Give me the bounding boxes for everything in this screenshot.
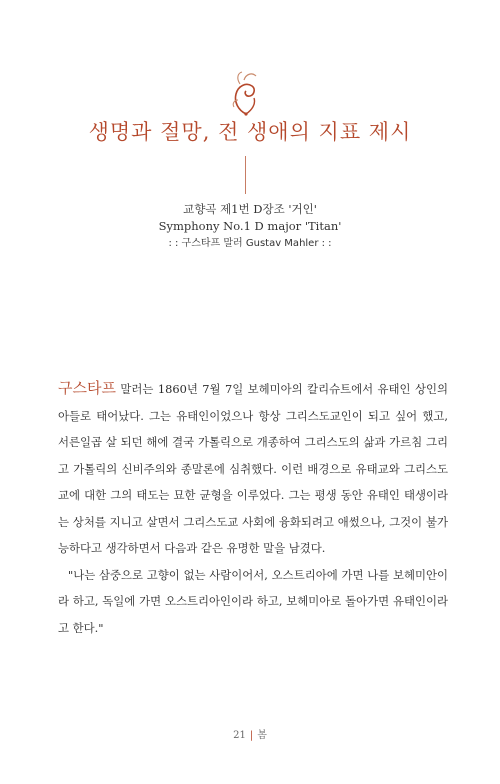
page-footer	[0, 726, 500, 741]
paragraph	[58, 375, 448, 562]
lead-word: 구스타프	[58, 379, 116, 397]
chapter-title: 생명과 절망, 전 생애의 지표 제시	[88, 120, 412, 144]
work-english-title: Symphony No.1 D major 'Titan'	[158, 219, 342, 233]
section-name: 봄	[257, 730, 267, 741]
horn-flourish-icon	[224, 70, 268, 118]
body-text	[58, 375, 448, 641]
quote-paragraph: "나는 삼중으로 고향이 없는 사람이어서, 오스트리아에 가면 나를 보헤미안이라 하고, 독일에 가면 오스트리아인이라 하고, 보헤미아로 돌아가면 유태인이라고 한다."	[58, 567, 448, 635]
composer-line: : : 구스타프 말러 Gustav Mahler : :	[168, 238, 332, 249]
work-korean-title: 교향곡 제1번 D장조 '거인'	[183, 202, 317, 216]
paragraph-text: 말러는 1860년 7월 7일 보헤미아의 칼리슈트에서 유태인 상인의 아들로 태어났다. 그는 유태인이었으나 항상 그리스도교인이 되고 싶어 했고, 서른일곱 살 되던 해에 결국 가톨릭으로 개종하여 그리스도의 삶과 가르침 그리고 가톨릭의 신비주의와 종말론에 심취했다. 이런 배경으로 유태교와 그리스도교에 대한 그의 태도는 묘한 균형을 이루었다. 그는 평생 동안 유태인 태생이라는 상처를 지니고 살면서 그리스도교 사회에 융화되려고 애썼으나, 그것이 불가능하다고 생각하면서 다음과 같은 유명한 말을 남겼다.	[58, 382, 448, 555]
page-number: 21	[233, 730, 246, 741]
footer-separator: |	[249, 730, 254, 741]
title-divider	[245, 156, 246, 194]
work-info	[0, 201, 500, 252]
